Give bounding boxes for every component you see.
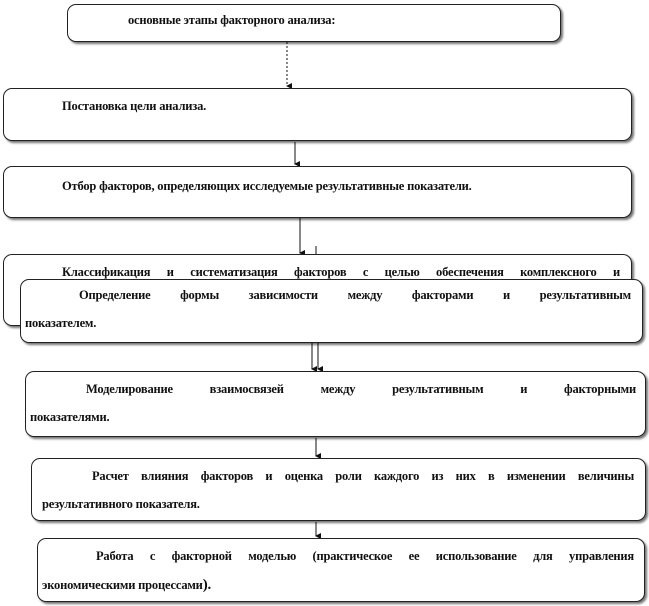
- step-4-box: [20, 279, 643, 343]
- step-2-text: Отбор факторов, определяющих исследуемые результативные показатели.: [62, 179, 472, 193]
- step-5-box: [25, 371, 646, 437]
- step-4-line2: показателем.: [25, 316, 97, 330]
- step-7-line2: [42, 577, 211, 594]
- title-box: [67, 4, 561, 42]
- step-6-line1: Расчет влияния факторов и оценка роли каждого из них в изменении величины: [92, 469, 634, 483]
- step-4-line1: Определение формы зависимости между факторами и результативным: [79, 288, 631, 302]
- step-5-line1: Моделирование взаимосвязей между результативным и факторными: [86, 382, 636, 396]
- step-7-line2-text: экономическими процессами: [42, 578, 203, 592]
- step-6-line2: результативного показателя.: [42, 497, 200, 511]
- step-3-text: Классификация и систематизация факторов с целью обеспечения комплексного и: [62, 265, 620, 279]
- step-7-line2-end: ).: [202, 577, 212, 593]
- step-2-box: [3, 166, 632, 218]
- step-6-box: [31, 458, 646, 521]
- step-7-box: [37, 538, 645, 602]
- step-1-text: Постановка цели анализа.: [62, 99, 207, 113]
- step-1-box: [3, 88, 632, 141]
- step-5-line2: показателями.: [30, 410, 110, 424]
- step-7-line1: Работа с факторной моделью (практическое ее использование для управления: [96, 549, 634, 563]
- title-text: основные этапы факторного анализа:: [128, 13, 336, 27]
